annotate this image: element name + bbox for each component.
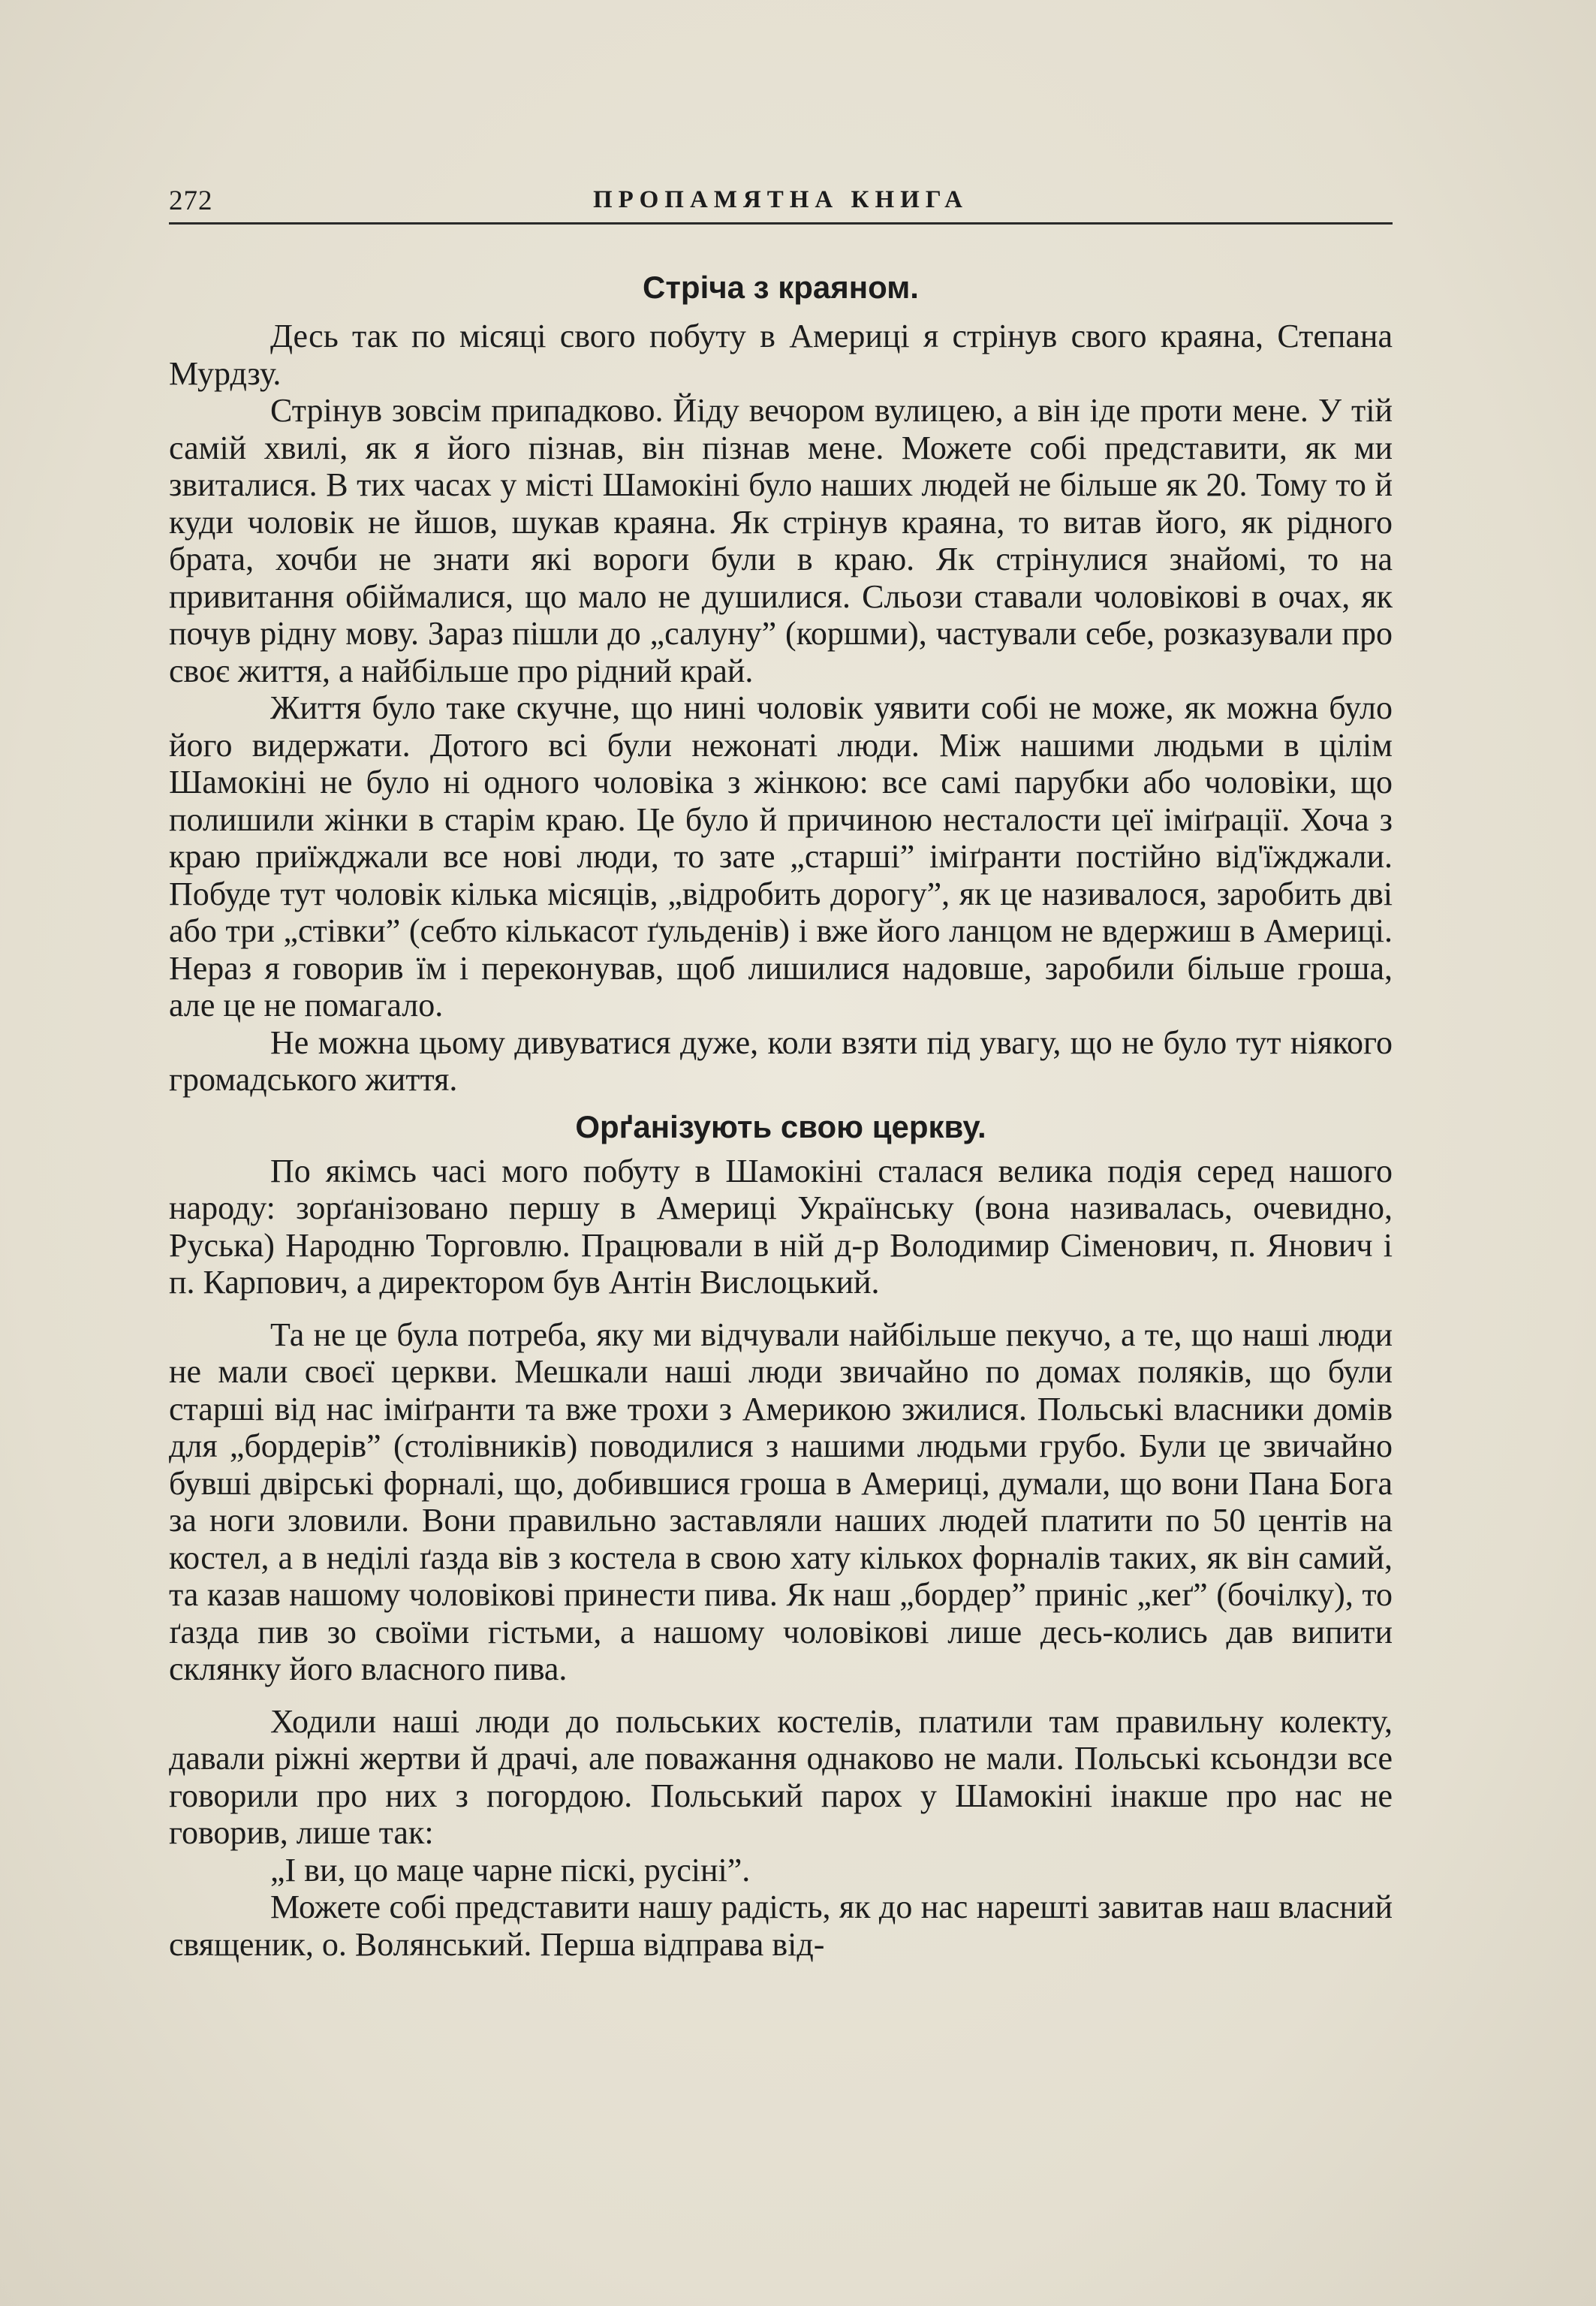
paragraph: По якімсь часі мого побуту в Шамокіні сталася велика подія серед нашого народу: зорґанізовано першу в Америці Українську (вона називалась, очевидно, Руська) Народню Торговлю. Працювали в ній д-р Володимир Сіменович, п. Янович і п. Карпович, а директором був Антін Вислоцький.: [169, 1152, 1393, 1301]
paragraph: Та не це була потреба, яку ми відчували найбільше пекучо, а те, що наші люди не мали своєї церкви. Мешкали наші люди звичайно по домах поляків, що були старші від нас іміґранти та вже трохи з Америкою зжилися. Польські власники домів для „бордерів” (столівників) поводилися з нашими людьми грубо. Були це звичайно бувші двірські форналі, що, добившися гроша в Америці, думали, що вони Пана Бога за ноги зловили. Вони правильно заставляли наших людей платити по 50 центів на костел, а в неділі ґазда вів з костела в свою хату кількох форналів таких, як він самий, та казав нашому чоловікові принести пива. Як наш „бордер” приніс „кеґ” (бочілку), то ґазда пив зо своїми гістьми, а нашому чоловікові лише десь-колись дав випити склянку його власного пива.: [169, 1316, 1393, 1687]
book-title: ПРОПАМЯТНА КНИГА: [592, 186, 969, 213]
section-heading-church: Орґанізують свою церкву.: [575, 1108, 986, 1144]
paragraph: Стрінув зовсім припадково. Йіду вечором вулицею, а він іде проти мене. У тій самій хвилі, як я його пізнав, він пізнав мене. Можете собі представити, як ми звиталися. В тих часах у місті Шамокіні було наших людей не більше як 20. Тому то й куди чоловік не йшов, шукав краяна. Як стрінув краяна, то витав його, як рідного брата, хочби не знати які вороги були в краю. Як стрінулися знайомі, то на привитання обіймалися, що мало не душилися. Сльози ставали чоловікові в очах, як почув рідну мову. Зараз пішли до „салуну” (коршми), частували себе, розказували про своє життя, а найбільше про рідний край.: [169, 392, 1393, 689]
section-heading-meeting: Стріча з краяном.: [643, 270, 919, 305]
paragraph: Можете собі представити нашу радість, як до нас нарешті завитав наш власний священик, о. Волянський. Перша відправа від-: [169, 1889, 1393, 1963]
quotation: „І ви, цо маце чарне піскі, русіні”.: [270, 1851, 751, 1889]
paragraph: Життя було таке скучне, що нині чоловік уявити собі не може, як можна було його видержати. Дотого всі були нежонаті люди. Між нашими людьми в цілім Шамокіні не було ні одного чоловіка з жінкою: все самі парубки або чоловіки, що полишили жінки в старім краю. Це було й причиною несталости цеї іміґрації. Хоча з краю приїжджали все нові люди, то зате „старші” іміґранти постійно від'їжджали. Побуде тут чоловік кілька місяців, „відробить дорогу”, як це називалося, заробить дві або три „стівки” (себто кількасот ґульденів) і вже його ланцом не вдержиш в Америці. Нераз я говорив їм і переконував, щоб лишилися надовше, заробили більше гроша, але це не помагало.: [169, 689, 1393, 1023]
page-content: [169, 180, 1393, 1963]
paragraph: Десь так по місяці свого побуту в Америці я стрінув свого краяна, Степана Мурдзу.: [169, 318, 1393, 392]
paragraph: Не можна цьому дивуватися дуже, коли взяти під увагу, що не було тут ніякого громадського життя.: [169, 1023, 1393, 1098]
running-head: [169, 180, 1393, 225]
page-number: 272: [169, 185, 213, 216]
paragraph: Ходили наші люди до польських костелів, платили там правильну колекту, давали ріжні жертви й драчі, але поважання однаково не мали. Польські ксьондзи все говорили про них з погордою. Польський парох у Шамокіні інакше про нас не говорив, лише так:: [169, 1702, 1393, 1851]
